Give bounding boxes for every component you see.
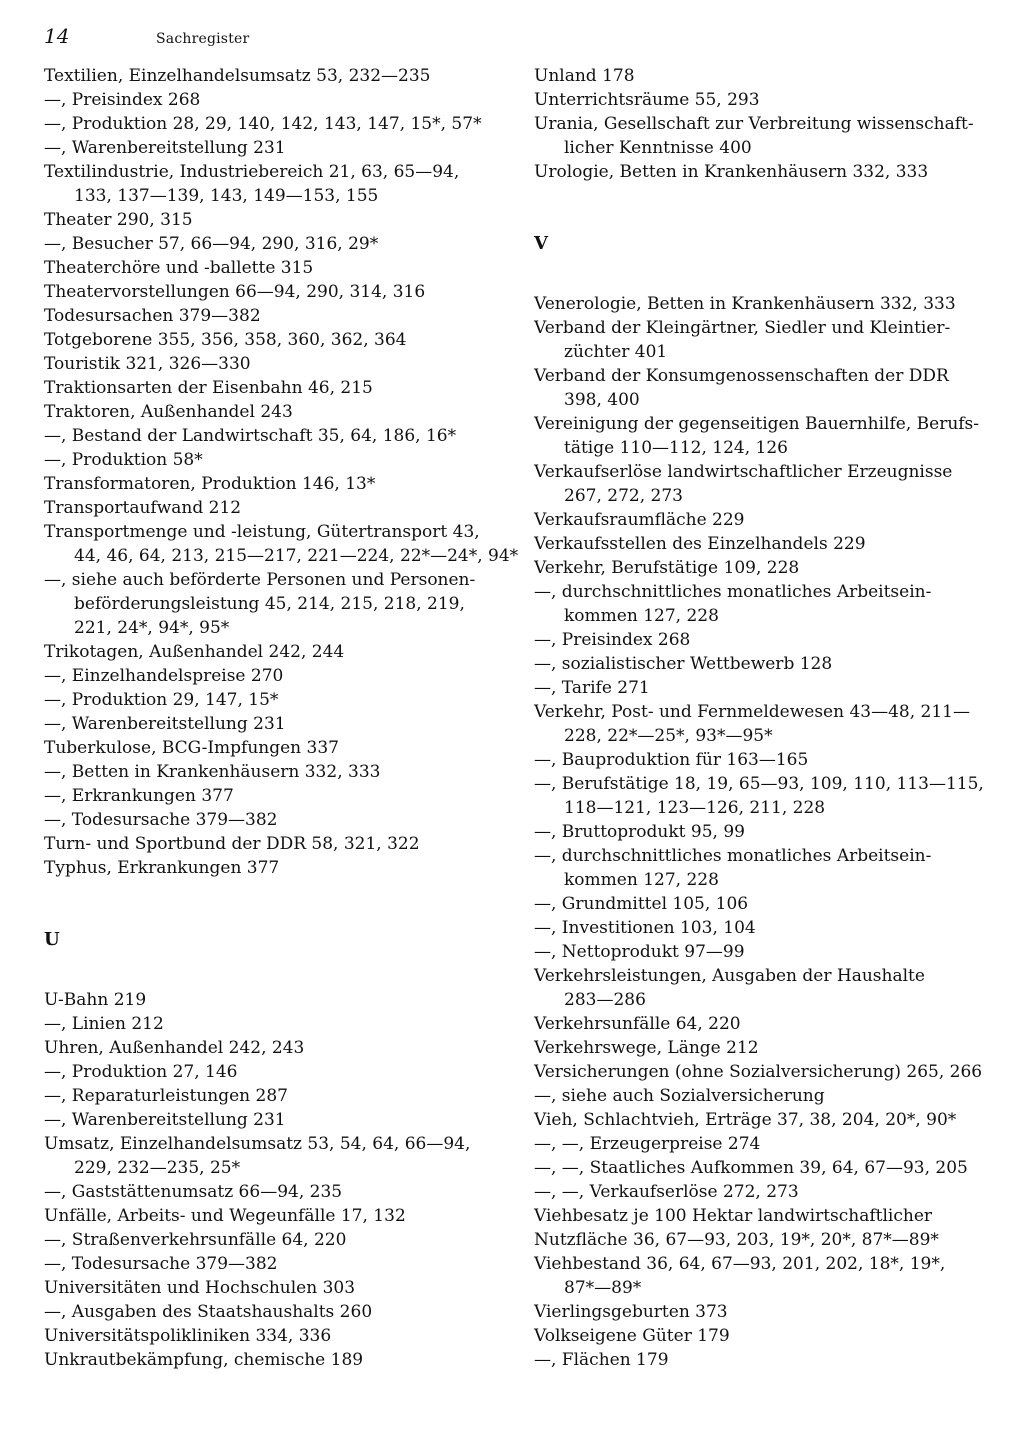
index-entry: Viehbesatz je 100 Hektar landwirtschaftlicher [534, 1206, 933, 1226]
running-head: Sachregister [156, 31, 250, 47]
index-entry: Verkehrsleistungen, Ausgaben der Haushalte [534, 966, 925, 986]
index-entry: Totgeborene 355, 356, 358, 360, 362, 364 [44, 330, 407, 350]
index-entry: —, Todesursache 379—382 [44, 810, 278, 830]
index-entry: kommen 127, 228 [564, 870, 719, 890]
index-entry: Vieh, Schlachtvieh, Erträge 37, 38, 204, 20*, 90* [534, 1110, 957, 1130]
index-entry: Transportmenge und -leistung, Gütertransport 43, [44, 522, 480, 542]
index-entry: —, Gaststättenumsatz 66—94, 235 [44, 1182, 343, 1202]
page-number: 14 [44, 24, 70, 48]
index-entry: Urania, Gesellschaft zur Verbreitung wissenschaft- [534, 114, 974, 134]
index-entry: —, Todesursache 379—382 [44, 1254, 278, 1274]
index-entry: —, Produktion 28, 29, 140, 142, 143, 147, 15*, 57* [44, 114, 482, 134]
index-entry: —, sozialistischer Wettbewerb 128 [534, 654, 833, 674]
section-heading-u: U [44, 929, 60, 950]
index-entry: Nutzfläche 36, 67—93, 203, 19*, 20*, 87*—89* [534, 1230, 939, 1250]
index-entry: —, Bestand der Landwirtschaft 35, 64, 186, 16* [44, 426, 457, 446]
index-entry: Vereinigung der gegenseitigen Bauernhilfe, Berufs- [534, 414, 980, 434]
index-entry: tätige 110—112, 124, 126 [564, 438, 788, 458]
index-entry: —, —, Erzeugerpreise 274 [534, 1134, 761, 1154]
index-entry: Verkehrsunfälle 64, 220 [534, 1014, 741, 1034]
index-entry: —, Nettoprodukt 97—99 [534, 942, 745, 962]
index-entry: Versicherungen (ohne Sozialversicherung) 265, 266 [534, 1062, 983, 1082]
index-entry: 133, 137—139, 143, 149—153, 155 [74, 186, 379, 206]
index-entry: —, Besucher 57, 66—94, 290, 316, 29* [44, 234, 379, 254]
index-entry: Theater 290, 315 [44, 210, 193, 230]
index-entry: 44, 46, 64, 213, 215—217, 221—224, 22*—24*, 94* [74, 546, 519, 566]
index-entry: Verkehrswege, Länge 212 [534, 1038, 759, 1058]
index-entry: licher Kenntnisse 400 [564, 138, 752, 158]
index-entry: —, durchschnittliches monatliches Arbeitsein- [534, 582, 932, 602]
right-column [534, 64, 984, 1372]
index-entry: —, —, Staatliches Aufkommen 39, 64, 67—93, 205 [534, 1158, 968, 1178]
index-section-t [44, 64, 519, 880]
index-entry: —, Bauproduktion für 163—165 [534, 750, 809, 770]
index-entry: —, Ausgaben des Staatshaushalts 260 [44, 1302, 373, 1322]
index-entry: Verband der Konsumgenossenschaften der DDR [534, 366, 949, 386]
index-entry: Unkrautbekämpfung, chemische 189 [44, 1350, 364, 1370]
index-entry: —, Bruttoprodukt 95, 99 [534, 822, 745, 842]
index-entry: —, Einzelhandelspreise 270 [44, 666, 284, 686]
index-entry: Volkseigene Güter 179 [534, 1326, 730, 1346]
index-entry: Vierlingsgeburten 373 [534, 1302, 728, 1322]
index-entry: U-Bahn 219 [44, 990, 147, 1010]
index-entry: Verkaufsraumfläche 229 [534, 510, 745, 530]
index-entry: —, Warenbereitstellung 231 [44, 714, 286, 734]
index-entry: —, Reparaturleistungen 287 [44, 1086, 288, 1106]
index-entry: Theatervorstellungen 66—94, 290, 314, 316 [44, 282, 426, 302]
index-entry: Textilien, Einzelhandelsumsatz 53, 232—235 [44, 66, 431, 86]
index-entry: Unland 178 [534, 66, 635, 86]
index-entry: —, Flächen 179 [534, 1350, 669, 1370]
index-entry: Venerologie, Betten in Krankenhäusern 332, 333 [534, 294, 956, 314]
index-entry: Verband der Kleingärtner, Siedler und Kleintier- [534, 318, 951, 338]
index-entry: Transportaufwand 212 [44, 498, 242, 518]
index-entry: 229, 232—235, 25* [74, 1158, 241, 1178]
index-entry: —, Preisindex 268 [44, 90, 201, 110]
index-entry: Turn- und Sportbund der DDR 58, 321, 322 [44, 834, 420, 854]
index-entry: —, Grundmittel 105, 106 [534, 894, 749, 914]
index-entry: Verkehr, Post- und Fernmeldewesen 43—48, 211— [534, 702, 970, 722]
index-section-u [44, 988, 480, 1372]
section-heading-v: V [534, 233, 548, 254]
index-entry: züchter 401 [564, 342, 668, 362]
index-entry: Uhren, Außenhandel 242, 243 [44, 1038, 305, 1058]
index-entry: 283—286 [564, 990, 646, 1010]
index-entry: kommen 127, 228 [564, 606, 719, 626]
index-section-u-continued [534, 64, 974, 184]
index-entry: —, Tarife 271 [534, 678, 650, 698]
index-entry: 87*—89* [564, 1278, 642, 1298]
index-entry: Typhus, Erkrankungen 377 [44, 858, 280, 878]
index-entry: —, Preisindex 268 [534, 630, 691, 650]
index-entry: Universitätspolikliniken 334, 336 [44, 1326, 332, 1346]
index-entry: —, durchschnittliches monatliches Arbeitsein- [534, 846, 932, 866]
index-entry: Tuberkulose, BCG-Impfungen 337 [44, 738, 339, 758]
index-entry: Verkaufsstellen des Einzelhandels 229 [534, 534, 866, 554]
index-entry: Textilindustrie, Industriebereich 21, 63, 65—94, [44, 162, 460, 182]
index-entry: —, Erkrankungen 377 [44, 786, 234, 806]
index-entry: Verkaufserlöse landwirtschaftlicher Erzeugnisse [534, 462, 953, 482]
index-entry: —, Warenbereitstellung 231 [44, 1110, 286, 1130]
index-entry: Theaterchöre und -ballette 315 [44, 258, 314, 278]
index-entry: 221, 24*, 94*, 95* [74, 618, 230, 638]
index-entry: —, Produktion 58* [44, 450, 203, 470]
index-entry: 267, 272, 273 [564, 486, 683, 506]
index-entry: —, siehe auch Sozialversicherung [534, 1086, 825, 1106]
index-entry: —, Produktion 27, 146 [44, 1062, 238, 1082]
index-entry: —, Berufstätige 18, 19, 65—93, 109, 110, 113—115, [534, 774, 984, 794]
index-entry: —, Betten in Krankenhäusern 332, 333 [44, 762, 381, 782]
index-entry: Trikotagen, Außenhandel 242, 244 [44, 642, 345, 662]
index-entry: beförderungsleistung 45, 214, 215, 218, 219, [74, 594, 465, 614]
index-entry: Transformatoren, Produktion 146, 13* [44, 474, 376, 494]
index-entry: Traktionsarten der Eisenbahn 46, 215 [44, 378, 373, 398]
index-entry: Universitäten und Hochschulen 303 [44, 1278, 356, 1298]
index-entry: —, —, Verkaufserlöse 272, 273 [534, 1182, 799, 1202]
index-entry: —, Produktion 29, 147, 15* [44, 690, 279, 710]
index-entry: 398, 400 [564, 390, 640, 410]
page-header [44, 24, 249, 48]
index-entry: —, Linien 212 [44, 1014, 164, 1034]
index-entry: Viehbestand 36, 64, 67—93, 201, 202, 18*, 19*, [534, 1254, 946, 1274]
index-entry: Verkehr, Berufstätige 109, 228 [534, 558, 800, 578]
index-entry: Umsatz, Einzelhandelsumsatz 53, 54, 64, 66—94, [44, 1134, 471, 1154]
index-entry: Todesursachen 379—382 [44, 306, 261, 326]
left-column [44, 64, 519, 1372]
index-section-v [534, 292, 984, 1372]
index-entry: Unterrichtsräume 55, 293 [534, 90, 760, 110]
index-entry: 228, 22*—25*, 93*—95* [564, 726, 773, 746]
index-entry: —, Investitionen 103, 104 [534, 918, 756, 938]
index-entry: Unfälle, Arbeits- und Wegeunfälle 17, 132 [44, 1206, 406, 1226]
index-entry: Urologie, Betten in Krankenhäusern 332, 333 [534, 162, 929, 182]
index-entry: Touristik 321, 326—330 [44, 354, 251, 374]
index-entry: —, Warenbereitstellung 231 [44, 138, 286, 158]
index-entry: 118—121, 123—126, 211, 228 [564, 798, 826, 818]
index-entry: Traktoren, Außenhandel 243 [44, 402, 293, 422]
index-entry: —, Straßenverkehrsunfälle 64, 220 [44, 1230, 347, 1250]
index-entry: —, siehe auch beförderte Personen und Personen- [44, 570, 476, 590]
